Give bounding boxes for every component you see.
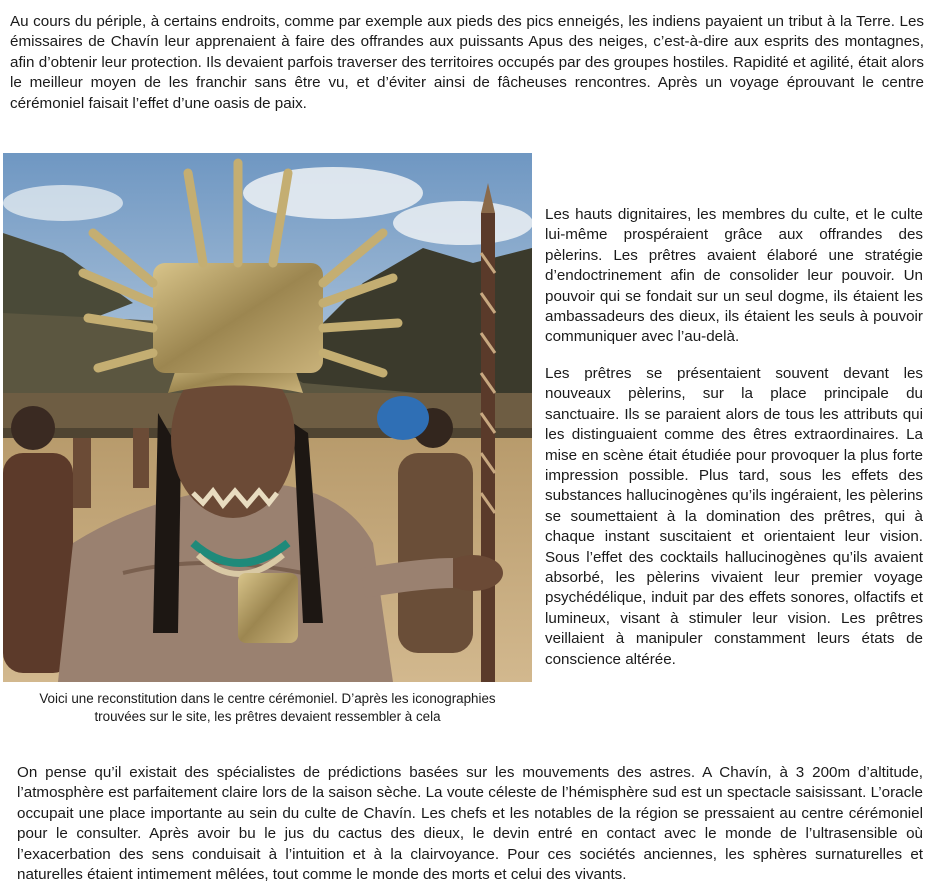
caption-line-1: Voici une reconstitution dans le centre cérémoniel. D’après les iconographies [39,691,496,706]
right-paragraph-2: Les prêtres se présentaient souvent devant les nouveaux pèlerins, sur la place principale du sanctuaire. Ils se paraient alors de tous les attributs qui les distinguaient comme des êtres extraordinaires. La mise en scène était étudiée pour provoquer la plus forte impression possible. Plus tard, sous les effets des substances hallucinogènes qu’ils ingéraient, les pèlerins se soumettaient à la domination des prêtres, qui à chaque instant suscitaient et orientaient leur vision. Sous l’effet des cocktails hallucinogènes qu’ils avaient absorbé, les pèlerins vivaient leur premier voyage psychédélique, induit par des effets sonores, olfactifs et lumineux, visant à stimuler leur vision. Les prêtres veillaient à manipuler constamment leurs états de conscience altérée. [545,365,923,668]
caption-line-2: trouvées sur le site, les prêtres devaient ressembler à cela [94,708,441,724]
right-paragraph-1: Les hauts dignitaires, les membres du culte, et le culte lui-même prospéraient grâce aux offrandes des pèlerins. Les prêtres avaient élaboré une stratégie d’endoctrinement afin de consolider leur pouvoir. Un pouvoir qui se fondait sur un seul dogme, ils étaient les ambassadeurs des dieux, ils étaient les seuls à pouvoir communiquer avec l’au-delà. [545,206,923,346]
photo-caption [3,690,532,725]
bottom-paragraph: On pense qu’il existait des spécialistes de prédictions basées sur les mouvements des astres. A Chavín, à 3 200m d’altitude, l’atmosphère est parfaitement claire lors de la saison sèche. La voute céleste de l’hémisphère sud est un spectacle saisissant. L’oracle occupait une place importante au sein du culte de Chavín. Les chefs et les notables de la région se pressaient au centre cérémoniel pour le consulter. Après avoir bu le jus du cactus des dieux, le devin entré en contact avec le monde de l’ultrasensible où l’exacerbation des sens conduisait à l’intuition et à la clairvoyance. Pour ces sociétés anciennes, les sphères surnaturelles et naturelles étaient intimement mêlées, tout comme le monde des morts et celui des vivants. [17,764,923,884]
priest-reconstruction-photo [3,153,532,682]
intro-paragraph: Au cours du périple, à certains endroits, comme par exemple aux pieds des pics enneigés, les indiens payaient un tribut à la Terre. Les émissaires de Chavín leur apprenaient à faire des offrandes aux puissants Apus des neiges, c’est-à-dire aux esprits des montagnes, afin d’obtenir leur protection. Ils devaient parfois traverser des territoires occupés par des groupes hostiles. Rapidité et agilité, était alors le meilleur moyen de les franchir sans être vu, et d’éviter ainsi de fâcheuses rencontres. Après un voyage éprouvant le centre cérémoniel faisait l’effet d’une oasis de paix. [10,13,924,112]
